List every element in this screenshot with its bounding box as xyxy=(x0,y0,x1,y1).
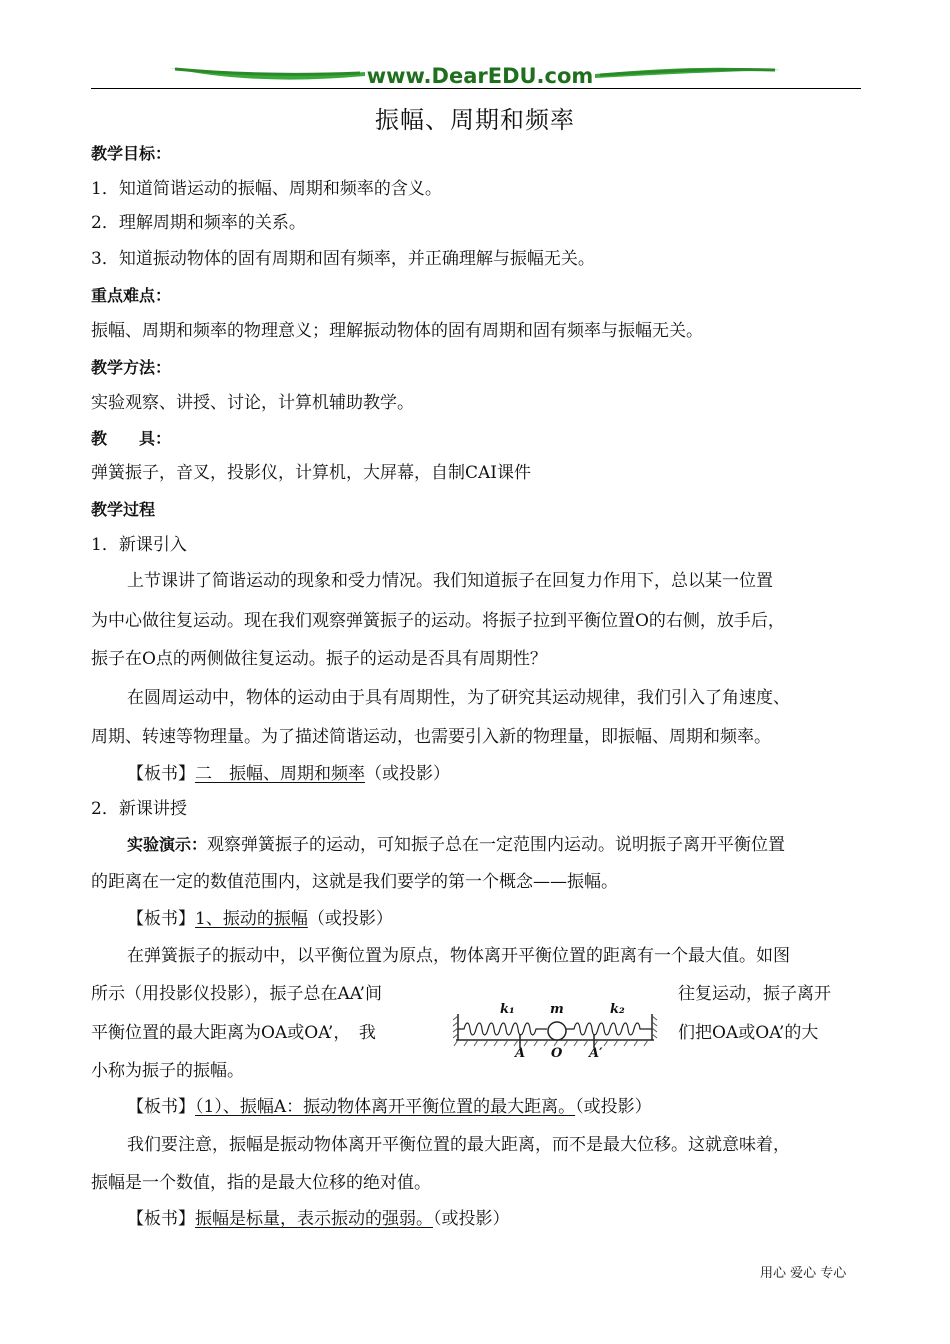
board-note-underlined: （1）、振幅A：振动物体离开平衡位置的最大距离。 xyxy=(195,1097,576,1117)
board-tag: 【板书】 xyxy=(127,1097,195,1117)
label-k2: k₂ xyxy=(610,1002,625,1017)
heading-methods: 教学方法： xyxy=(91,358,172,377)
experiment-line-b: 的距离在一定的数值范围内，这就是我们要学的第一个概念——振幅。 xyxy=(91,872,618,892)
heading-goals: 教学目标： xyxy=(91,144,172,163)
board-note-underlined: 振幅是标量，表示振动的强弱。 xyxy=(195,1209,433,1229)
board-note-4 xyxy=(127,1208,510,1230)
label-O: O xyxy=(551,1046,563,1061)
para-3-line-c-left: 平衡位置的最大距离为OA或OA’， 我 xyxy=(91,1023,376,1043)
para-3-line-d: 小称为振子的振幅。 xyxy=(91,1061,244,1081)
goal-1: 1．知道简谐运动的振幅、周期和频率的含义。 xyxy=(91,179,442,199)
header-banner xyxy=(165,60,785,90)
para-1-line-a: 上节课讲了简谐运动的现象和受力情况。我们知道振子在回复力作用下，总以某一位置 xyxy=(127,571,773,591)
label-k1: k₁ xyxy=(500,1002,515,1017)
board-tag: 【板书】 xyxy=(127,1209,195,1229)
header-rule xyxy=(91,88,861,89)
para-3-line-c-right: 们把OA或OA’的大 xyxy=(678,1023,819,1043)
tools-text: 弹簧振子，音叉，投影仪，计算机，大屏幕，自制CAI课件 xyxy=(91,463,531,483)
section-2-title: 2．新课讲授 xyxy=(91,799,187,819)
section-1-title: 1．新课引入 xyxy=(91,535,187,555)
experiment-text: 观察弹簧振子的运动，可知振子总在一定范围内运动。说明振子离开平衡位置 xyxy=(207,835,786,855)
experiment-line-a xyxy=(127,834,785,856)
board-note-3 xyxy=(127,1096,652,1118)
board-note-2 xyxy=(127,908,393,930)
board-note-tail: （或投影） xyxy=(433,1209,510,1229)
para-4-line-a: 我们要注意，振幅是振动物体离开平衡位置的最大距离，而不是最大位移。这就意味着， xyxy=(127,1135,790,1155)
spring-oscillator-figure xyxy=(452,1004,662,1066)
para-3-line-b-left: 所示（用投影仪投影），振子总在AA’间 xyxy=(91,984,382,1004)
para-3-line-a: 在弹簧振子的振动中，以平衡位置为原点，物体离开平衡位置的距离有一个最大值。如图 xyxy=(127,946,790,966)
goal-3: 3．知道振动物体的固有周期和固有频率，并正确理解与振幅无关。 xyxy=(91,249,595,269)
para-1-line-c: 振子在O点的两侧做往复运动。振子的运动是否具有周期性？ xyxy=(91,649,547,669)
board-tag: 【板书】 xyxy=(127,764,195,784)
label-A: A xyxy=(515,1046,526,1061)
para-1-line-b: 为中心做往复运动。现在我们观察弹簧振子的运动。将振子拉到平衡位置O的右侧，放手后， xyxy=(91,611,785,631)
heading-process: 教学过程 xyxy=(91,500,156,519)
methods-text: 实验观察、讲授、讨论，计算机辅助教学。 xyxy=(91,393,414,413)
board-note-underlined: 1、振动的振幅 xyxy=(195,909,308,929)
para-4-line-b: 振幅是一个数值，指的是最大位移的绝对值。 xyxy=(91,1173,431,1193)
site-logo-text: www.DearEDU.com xyxy=(366,64,594,88)
label-m: m xyxy=(550,1002,564,1017)
goal-2: 2．理解周期和频率的关系。 xyxy=(91,213,306,233)
para-3-line-b-right: 往复运动，振子离开 xyxy=(678,984,831,1004)
experiment-label: 实验演示： xyxy=(127,835,208,854)
board-tag: 【板书】 xyxy=(127,909,195,929)
board-note-tail: （或投影） xyxy=(307,909,393,929)
label-A-prime: A′ xyxy=(589,1046,603,1061)
board-note-tail: （或投影） xyxy=(575,1097,652,1117)
page-footer: 用心 爱心 专心 xyxy=(760,1266,847,1281)
heading-key-points: 重点难点： xyxy=(91,286,172,305)
heading-tools: 教 具： xyxy=(91,429,172,448)
board-note-1 xyxy=(127,763,450,785)
board-note-tail: （或投影） xyxy=(365,764,450,784)
para-2-line-a: 在圆周运动中，物体的运动由于具有周期性，为了研究其运动规律，我们引入了角速度、 xyxy=(127,688,790,708)
para-2-line-b: 周期、转速等物理量。为了描述简谐运动，也需要引入新的物理量，即振幅、周期和频率。 xyxy=(91,727,771,747)
key-points-text: 振幅、周期和频率的物理意义；理解振动物体的固有周期和固有频率与振幅无关。 xyxy=(91,321,703,341)
page-title: 振幅、周期和频率 xyxy=(375,106,575,134)
board-note-underlined: 二 振幅、周期和频率 xyxy=(195,764,365,784)
